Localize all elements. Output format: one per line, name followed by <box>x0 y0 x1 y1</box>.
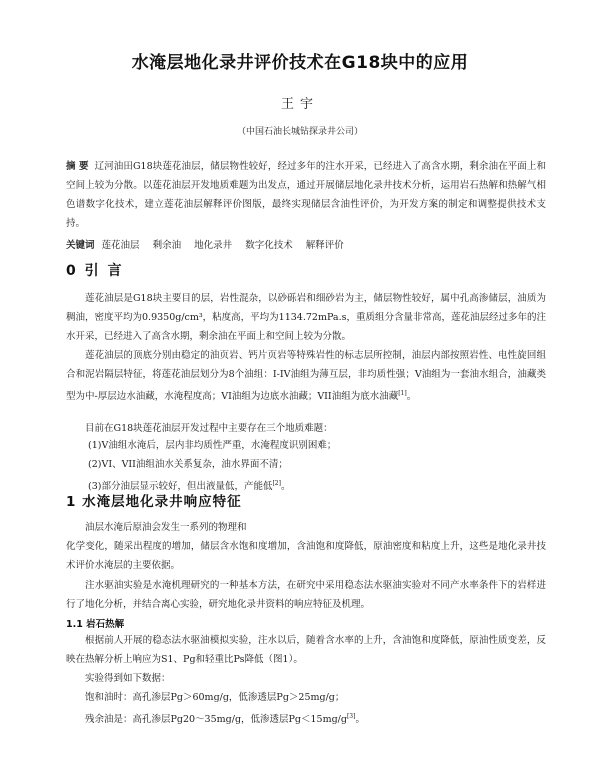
section-heading-intro: 0 引 言 <box>66 263 124 279</box>
keywords <box>66 236 546 255</box>
intro-difficulty-list <box>88 436 548 493</box>
keyword-item: 解释评价 <box>305 240 344 251</box>
keyword-item: 剩余油 <box>152 240 182 251</box>
keyword-item: 数字化技术 <box>245 240 293 251</box>
keyword-item: 地化录井 <box>194 240 233 251</box>
data-line-2-text: 残余油是：高孔渗层Pg20～35mg/g，低渗透层Pg＜15mg/g <box>85 714 347 726</box>
intro-paragraph-3: 目前在G18块莲花油层开发过程中主要存在三个地质难题： <box>85 423 333 434</box>
keyword-item: 莲花油层 <box>101 240 140 251</box>
list-item: (2)VI、VII油组油水关系复杂，油水界面不清； <box>88 459 288 470</box>
list-item: (1)V油组水淹后，层内非均质性严重，水淹程度识别困难； <box>88 440 337 451</box>
data-line-1: 饱和油时：高孔渗层Pg＞60mg/g，低渗透层Pg＞25mg/g； <box>85 692 345 703</box>
author-affiliation: （中国石油长城钻探录井公司） <box>236 127 363 137</box>
paper-title: 水淹层地化录井评价技术在G18块中的应用 <box>131 53 469 73</box>
citation: [2] <box>272 480 281 487</box>
abstract <box>66 157 546 233</box>
abstract-label: 摘 要 <box>66 161 89 172</box>
intro-paragraph-2: 莲花油层的顶底分别由稳定的油页岩、钙片页岩等特殊岩性的标志层所控制，油层内部按照岩性、电性旋回组合和泥岩隔层特征，将莲花油层划分为8个油组：I-IV油组为薄互层，非均质性强；V油组为一套油水组合，油藏类型为中-厚层边水油藏，水淹程度高；VI油组为边底水油藏；VII油组为底水油藏[1]。 <box>66 350 546 403</box>
section1-paragraph-2: 注水驱油实验是水淹机理研究的一种基本方法，在研究中采用稳态法水驱油实验对不同产水率条件下的岩样进行了地化分析，并结合离心实验，研究地化录井资料的响应特征及机理。 <box>66 580 546 610</box>
list-item-text: (3)部分油层显示较好，但出液量低，产能低 <box>88 481 273 493</box>
list-item: (3)部分油层显示较好，但出液量低，产能低[2]。 <box>88 480 291 493</box>
section1-paragraph-1: 化学变化，随采出程度的增加，储层含水饱和度增加，含油饱和度降低，原油密度和粘度上升，这些是地化录井技术评价水淹层的主要依据。 <box>66 541 546 571</box>
author-name: 王宇 <box>280 97 319 112</box>
subsection-1-1-paragraph-2: 实验得到如下数据： <box>85 673 171 684</box>
abstract-text: 辽河油田G18块莲花油层，储层物性较好，经过多年的注水开采，已经进入了高含水期，剩余油在平面上和空间上较为分散。以莲花油层开发地质难题为出发点，通过开展储层地化录井技术分析，运用岩石热解和热解气相色谱数字化技术，建立莲花油层解释评价图版，最终实现储层含油性评价，为开发方案的制定和调整提供技术支持。 <box>66 161 546 229</box>
subsection-heading-1-1: 1.1 岩石热解 <box>66 619 125 630</box>
data-line-2: 残余油是：高孔渗层Pg20～35mg/g，低渗透层Pg＜15mg/g[3]。 <box>85 713 365 726</box>
subsection-1-1-paragraph-1: 根据前人开展的稳态法水驱油模拟实验，注水以后，随着含水率的上升，含油饱和度降低，原油性质变差，反映在热解分析上响应为S1、Pg和轻重比Ps降低（图1）。 <box>66 635 546 665</box>
section1-paragraph-1-line1: 油层水淹后原油会发生一系列的物理和 <box>85 522 247 533</box>
keywords-label: 关键词 <box>66 240 95 251</box>
citation: [3] <box>346 713 356 720</box>
intro-paragraph-2-text: 莲花油层的顶底分别由稳定的油页岩、钙片页岩等特殊岩性的标志层所控制，油层内部按照岩性、电性旋回组合和泥岩隔层特征，将莲花油层划分为8个油组：I-IV油组为薄互层，非均质性强；V油组为一套油水组合，油藏类型为中-厚层边水油藏，水淹程度高；VI油组为边底水油藏；VII油组为底水油藏 <box>66 350 546 403</box>
citation: [1] <box>398 390 407 397</box>
section-heading-1: 1 水淹层地化录井响应特征 <box>66 494 242 510</box>
intro-paragraph-1: 莲花油层是G18块主要目的层，岩性混杂，以砂砾岩和细砂岩为主，储层物性较好，属中孔高渗储层，油质为稠油，密度平均为0.9350g/cm³，粘度高，平均为1134.72mPa.s，重质组分含量非常高，莲花油层经过多年的注水开采，已经进入了高含水期，剩余油在平面上和空间上较为分散。 <box>66 293 546 342</box>
